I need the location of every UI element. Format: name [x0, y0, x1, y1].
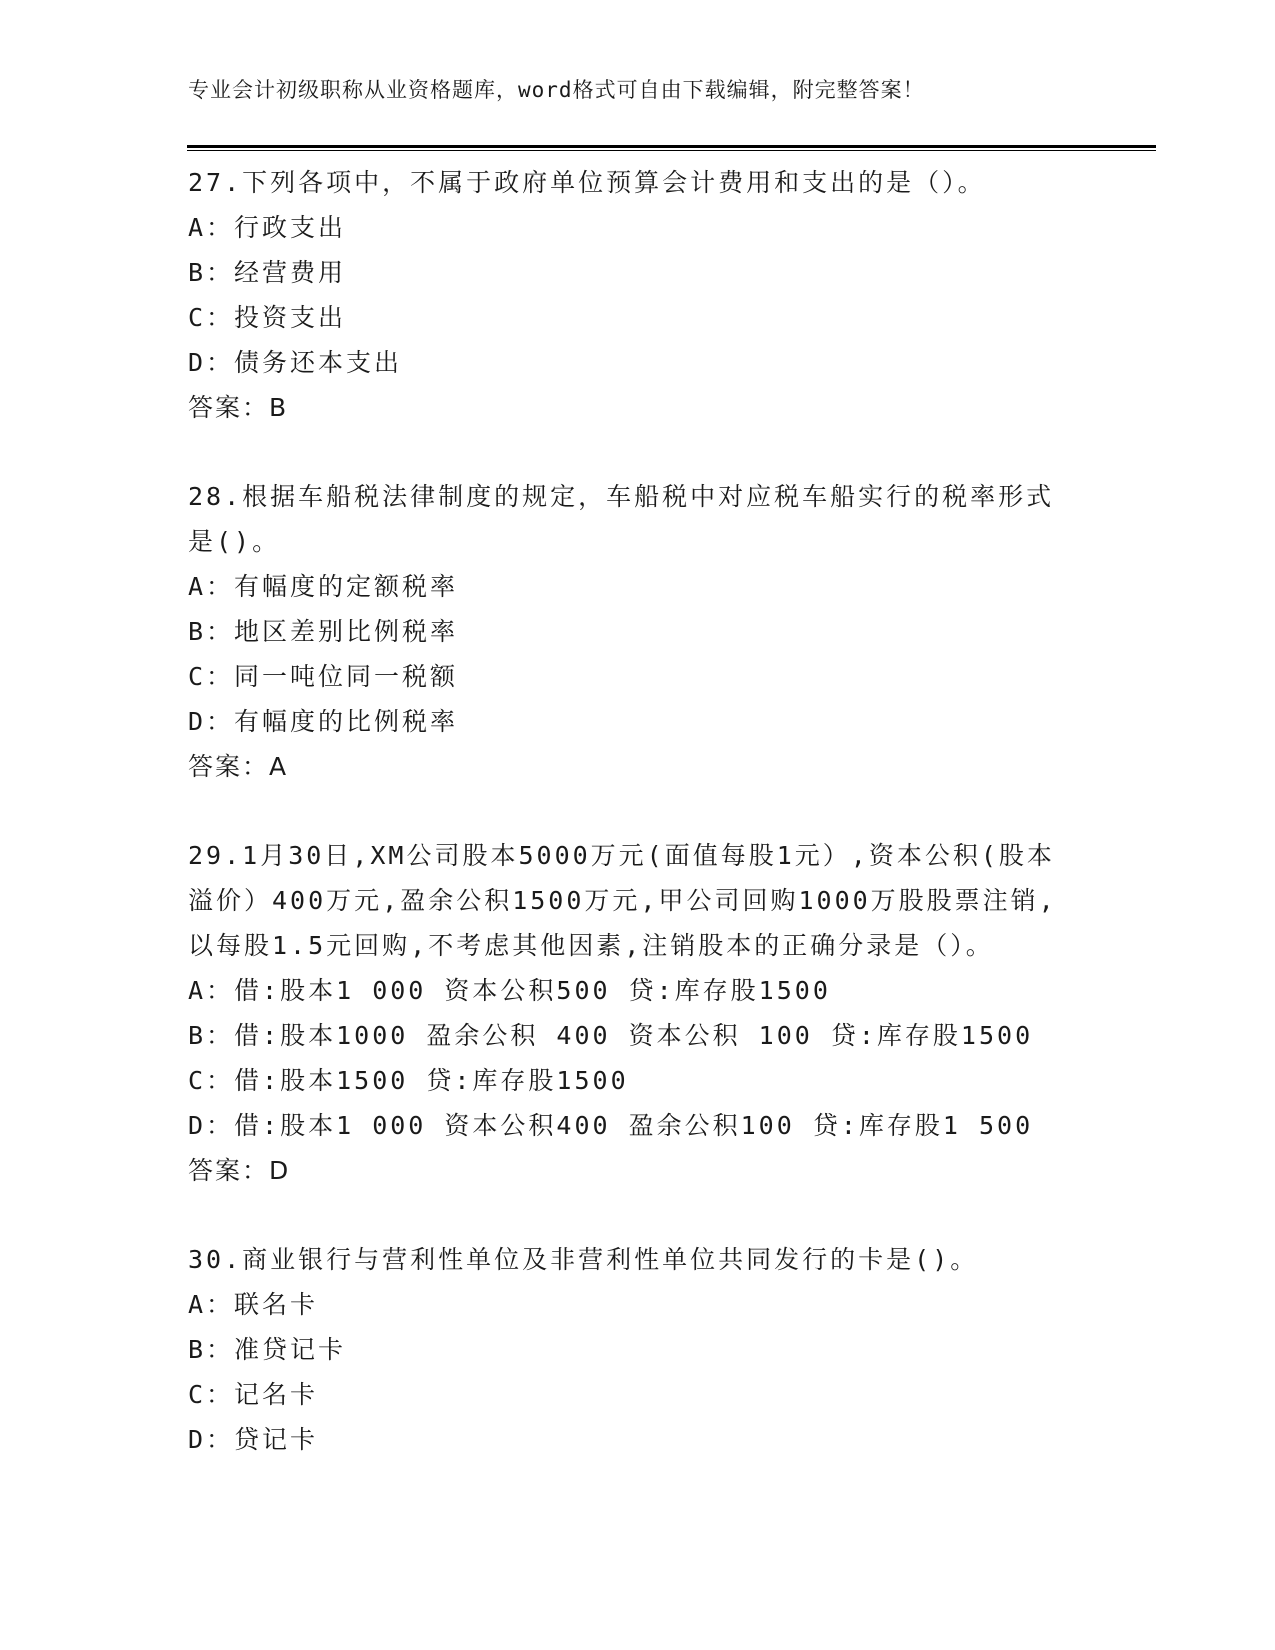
option-a: A：行政支出 [188, 213, 347, 242]
option-c: C：投资支出 [188, 303, 347, 332]
question-list [188, 160, 1088, 1462]
option-b: B：经营费用 [188, 258, 347, 287]
option-b: B：准贷记卡 [188, 1335, 347, 1364]
option-d: D：债务还本支出 [188, 348, 403, 377]
question-30 [188, 1237, 1088, 1462]
option-b: B：借:股本1000 盈余公积 400 资本公积 100 贷:库存股1500 [188, 1021, 1034, 1050]
question-27 [188, 160, 1088, 430]
option-a: A：借:股本1 000 资本公积500 贷:库存股1500 [188, 976, 831, 1005]
option-a: A：有幅度的定额税率 [188, 572, 459, 601]
option-d: D：借:股本1 000 资本公积400 盈余公积100 贷:库存股1 500 [188, 1111, 1034, 1140]
header-rule-thick [187, 145, 1156, 148]
question-stem: 28.根据车船税法律制度的规定，车船税中对应税车船实行的税率形式是()。 [188, 482, 1055, 556]
question-stem: 29.1月30日,XM公司股本5000万元(面值每股1元）,资本公积(股本溢价）400万元,盈余公积1500万元,甲公司回购1000万股股票注销,以每股1.5元回购,不考虑其他因素,注销股本的正确分录是（）。 [188, 841, 1057, 960]
option-c: C：记名卡 [188, 1380, 319, 1409]
header-rule-thin [187, 150, 1156, 151]
option-c: C：同一吨位同一税额 [188, 662, 459, 691]
option-d: D：有幅度的比例税率 [188, 707, 459, 736]
page-header: 专业会计初级职称从业资格题库，word格式可自由下载编辑，附完整答案！ [188, 78, 925, 102]
option-b: B：地区差别比例税率 [188, 617, 459, 646]
option-d: D：贷记卡 [188, 1425, 319, 1454]
option-a: A：联名卡 [188, 1290, 319, 1319]
option-c: C：借:股本1500 贷:库存股1500 [188, 1066, 629, 1095]
question-stem: 30.商业银行与营利性单位及非营利性单位共同发行的卡是()。 [188, 1245, 979, 1274]
question-29 [188, 833, 1088, 1193]
answer: 答案：B [188, 393, 289, 422]
answer: 答案：D [188, 1156, 291, 1185]
question-stem: 27.下列各项中，不属于政府单位预算会计费用和支出的是（）。 [188, 168, 986, 197]
question-28 [188, 474, 1088, 789]
answer: 答案：A [188, 752, 289, 781]
